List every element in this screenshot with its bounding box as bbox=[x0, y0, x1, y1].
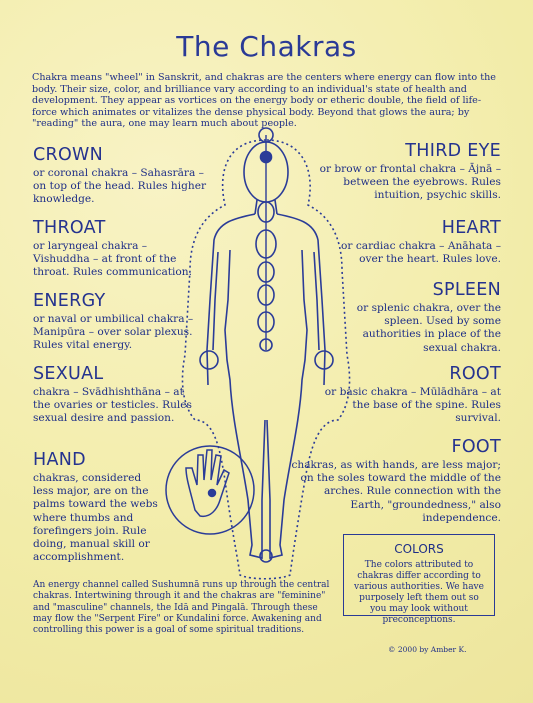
heart-description: or cardiac chakra – Anāhata – over the heart. Rules love. bbox=[341, 240, 501, 266]
sexual-description: chakra – Svādhishthāna – at the ovaries or testicles. Rules sexual desire and passion. bbox=[33, 386, 192, 425]
spleen-description: or splenic chakra, over the spleen. Used by some authorities in place of the sexual chakra. bbox=[356, 302, 501, 354]
throat-heading: THROAT bbox=[33, 218, 106, 238]
crown-heading: CROWN bbox=[33, 145, 104, 165]
hand-description: chakras, considered less major, are on the palms toward the webs where thumbs and forefingers join. Rule doing, manual skill or accomplishment. bbox=[33, 472, 158, 564]
colors-description: The colors attributed to chakras differ according to various authorities. We have purposely left them out so you may look without preconceptions. bbox=[354, 560, 484, 625]
intro-paragraph: Chakra means "wheel" in Sanskrit, and chakras are the centers where energy can flow into the body. Their size, color, and brilliance vary according to an individual's state of health and development. They appear as vortices on the energy body or etheric double, the field of life-force which animates or vitalizes the dense physical body. Beyond that glows the aura; by "reading" the aura, one may learn much about people. bbox=[32, 72, 496, 130]
third-eye-chakra bbox=[261, 152, 272, 163]
energy-description: or naval or umbilical chakra – Manipūra – over solar plexus. Rules vital energy. bbox=[33, 313, 194, 352]
root-description: or basic chakra – Mūlādhāra – at the base of the spine. Rules survival. bbox=[324, 386, 501, 425]
root-heading: ROOT bbox=[449, 364, 501, 384]
hand-heading: HAND bbox=[33, 450, 86, 470]
foot-heading: FOOT bbox=[451, 437, 501, 457]
left-hand-chakra bbox=[200, 351, 218, 369]
spleen-heading: SPLEEN bbox=[432, 280, 501, 300]
foot-description: chakras, as with hands, are less major; on the soles toward the middle of the arches. Rule connection with the Earth, "groundedness," also independence. bbox=[291, 459, 501, 524]
crown-description: or coronal chakra – Sahasrāra – on top of the head. Rules higher knowledge. bbox=[33, 167, 207, 206]
third-eye-description: or brow or frontal chakra – Ājnā – between the eyebrows. Rules intuition, psychic skills. bbox=[319, 163, 501, 202]
colors-heading: COLORS bbox=[394, 542, 444, 556]
page-title: The Chakras bbox=[176, 30, 357, 63]
third-eye-heading: THIRD EYE bbox=[405, 141, 501, 161]
heart-heading: HEART bbox=[441, 218, 501, 238]
sushumna-paragraph: An energy channel called Sushumnā runs up through the central chakras. Intertwining through it and the chakras are "feminine" and "masculine" channels, the Idā and Pingalā. Through these may flow the "Serpent Fire" or Kundalini force. Awakening and controlling this power is a goal of some spiritual traditions. bbox=[33, 580, 330, 636]
throat-description: or laryngeal chakra – Vishuddha – at front of the throat. Rules communication. bbox=[33, 240, 192, 279]
copyright-note: © 2000 by Amber K. bbox=[388, 645, 467, 654]
hand-inset bbox=[166, 446, 254, 534]
colors-box bbox=[343, 534, 495, 625]
energy-heading: ENERGY bbox=[33, 291, 106, 311]
sexual-heading: SEXUAL bbox=[33, 364, 104, 384]
